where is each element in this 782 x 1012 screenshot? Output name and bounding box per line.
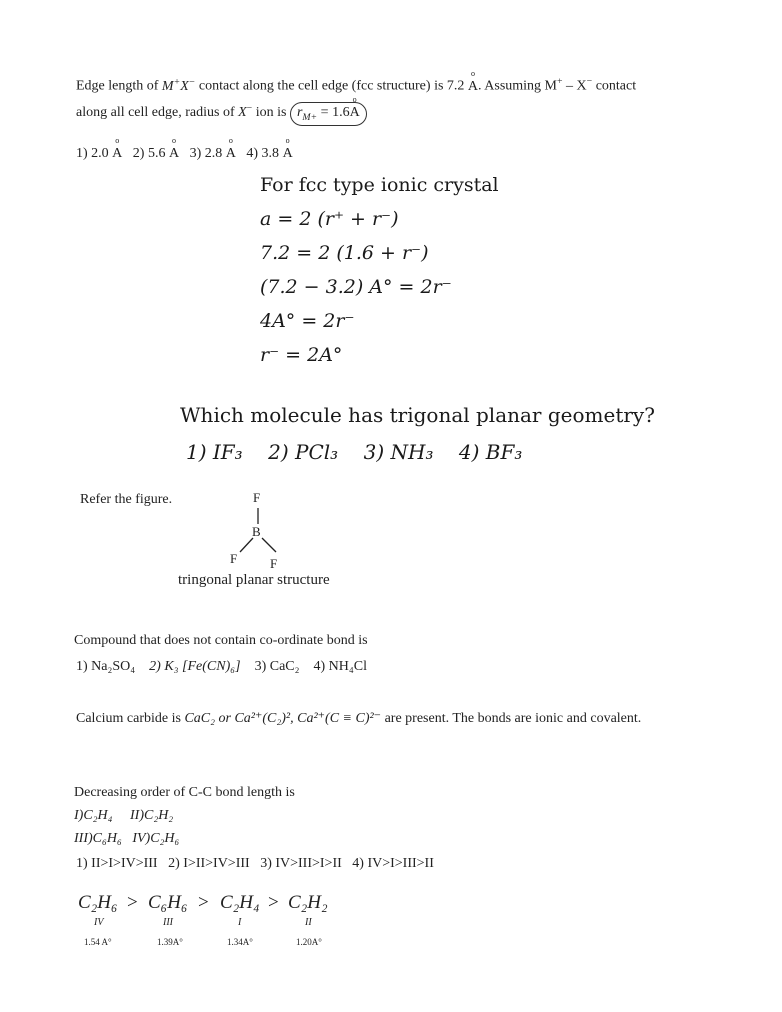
q2-option-3[interactable]: 3) NH₃ xyxy=(363,440,434,464)
q1-line2-text: along all cell edge, radius of xyxy=(76,105,239,120)
q4-question: Decreasing order of C-C bond length is xyxy=(74,785,295,800)
q1-line2-text-c: ion is xyxy=(252,105,290,120)
q1-line2: along all cell edge, radius of X− ion is $r_{M+} = 1.6o$ A xyxy=(76,102,367,126)
solution1-title: For fcc type ionic crystal xyxy=(260,174,499,196)
q2-option-4[interactable]: 4) BF₃ xyxy=(458,440,523,464)
q1-option-4-text: 4) 3.8 xyxy=(246,146,283,161)
angstrom-unit: o A xyxy=(169,146,179,162)
q1-option-3[interactable] xyxy=(190,146,236,161)
q3-options xyxy=(76,659,367,675)
q1-options xyxy=(76,146,293,162)
solution1-step: (7.2 − 3.2) A° = 2r⁻ xyxy=(260,276,452,298)
q3-question: Compound that does not contain co-ordinate bond is xyxy=(74,633,368,648)
bond-left xyxy=(240,538,253,552)
q3-option-4[interactable]: 4) NH₄Cl xyxy=(313,659,367,674)
q4-compounds-row2: III)C₆H₆ IV)C₂H₆ xyxy=(74,831,180,846)
q4-answer-length-2: 1.39A° xyxy=(157,937,183,947)
q4-answer-roman-3: I xyxy=(238,917,242,928)
q3-explanation xyxy=(76,710,641,727)
q4-answer-sep: > xyxy=(127,892,138,913)
q3-option-2[interactable]: 2) K₃ [Fe(CN)₆] xyxy=(149,659,241,674)
q1-text-e: – X xyxy=(562,78,587,94)
q1-option-2-text: 2) 5.6 xyxy=(132,146,169,161)
solution1-step: r⁻ = 2A° xyxy=(260,344,343,366)
q4-answer-length-1: 1.54 A° xyxy=(84,937,112,947)
angstrom-unit: o A xyxy=(350,105,360,121)
q2-option-2[interactable]: 2) PCl₃ xyxy=(268,440,339,464)
angstrom-unit: o A xyxy=(468,79,478,95)
q4-answer-formula-2: C₆H₆ xyxy=(148,892,188,913)
q4-answer-formula-4: C₂H₂ xyxy=(288,892,328,913)
q1-option-1-text: 1) 2.0 xyxy=(76,146,113,161)
q1-math: M+X− xyxy=(161,76,196,94)
q1-line1: Edge length of M+X− contact along the cell edge (fcc structure) is 7.2 o A. Assuming M+ – X− contact xyxy=(76,76,636,95)
solution1-step: 7.2 = 2 (1.6 + r⁻) xyxy=(260,242,429,264)
radius-value: = 1.6 xyxy=(317,105,350,120)
angstrom-unit: o A xyxy=(226,146,236,162)
q4-answer-sep: > xyxy=(268,892,279,913)
q1-text: Edge length of xyxy=(76,78,162,94)
q3-explanation-text: Calcium carbide is xyxy=(76,711,185,726)
q1-text-f: contact xyxy=(592,78,637,94)
q4-answer-formula-3: C₂H₄ xyxy=(220,892,260,913)
q4-answer-roman-4: II xyxy=(305,917,312,928)
q3-option-3[interactable]: 3) CaC₂ xyxy=(254,659,300,674)
q1-option-4[interactable] xyxy=(246,146,292,161)
q2-question: Which molecule has trigonal planar geometry? xyxy=(180,403,655,427)
q3-explanation-text-b: are present. The bonds are ionic and covalent. xyxy=(381,711,642,726)
bond-right xyxy=(262,538,276,552)
q4-answer-formula-1: C₂H₆ xyxy=(78,892,118,913)
angstrom-unit: o A xyxy=(112,146,122,162)
atom-f-top: F xyxy=(253,490,261,505)
radius-subscript: M+ xyxy=(302,111,318,123)
q1-math-m: M xyxy=(161,78,174,94)
atom-b-center: B xyxy=(252,524,261,539)
angstrom-unit: o A xyxy=(283,146,293,162)
q4-options[interactable]: 1) II>I>IV>III 2) I>II>IV>III 3) IV>III>I>II 4) IV>I>III>II xyxy=(76,856,434,871)
q4-answer-sep: > xyxy=(198,892,209,913)
q4-answer-length-3: 1.34A° xyxy=(227,937,253,947)
q4-compounds-row1: I)C₂H₄ II)C₂H₂ xyxy=(74,808,174,823)
figure-caption: tringonal planar structure xyxy=(178,572,330,588)
q2-option-1[interactable]: 1) IF₃ xyxy=(186,440,243,464)
refer-figure-text: Refer the figure. xyxy=(80,492,173,507)
atom-f-left: F xyxy=(230,551,238,566)
q1-option-2[interactable] xyxy=(133,146,179,161)
q1-option-3-text: 3) 2.8 xyxy=(189,146,226,161)
q4-answer-roman-1: IV xyxy=(94,917,104,928)
q1-text-b: contact along the cell edge (fcc structure) is 7.2 xyxy=(195,78,468,94)
q2-options xyxy=(186,440,522,464)
q3-explanation-formula: CaC₂ or Ca²⁺(C₂)², Ca²⁺(C ≡ C)²⁻ xyxy=(184,711,382,726)
solution1-step: a = 2 (r⁺ + r⁻) xyxy=(260,208,399,230)
q1-anion: X xyxy=(238,105,247,120)
q3-option-1[interactable]: 1) Na₂SO₄ xyxy=(76,659,136,674)
q4-answer-length-4: 1.20A° xyxy=(296,937,322,947)
radius-given: $r_{M+} = 1.6o$ A xyxy=(290,102,367,126)
q4-answer-roman-2: III xyxy=(163,917,173,928)
q1-text-d: . Assuming M xyxy=(478,78,557,94)
solution1-step: 4A° = 2r⁻ xyxy=(260,310,355,332)
q1-option-1[interactable] xyxy=(76,146,122,161)
atom-f-right: F xyxy=(270,556,278,571)
